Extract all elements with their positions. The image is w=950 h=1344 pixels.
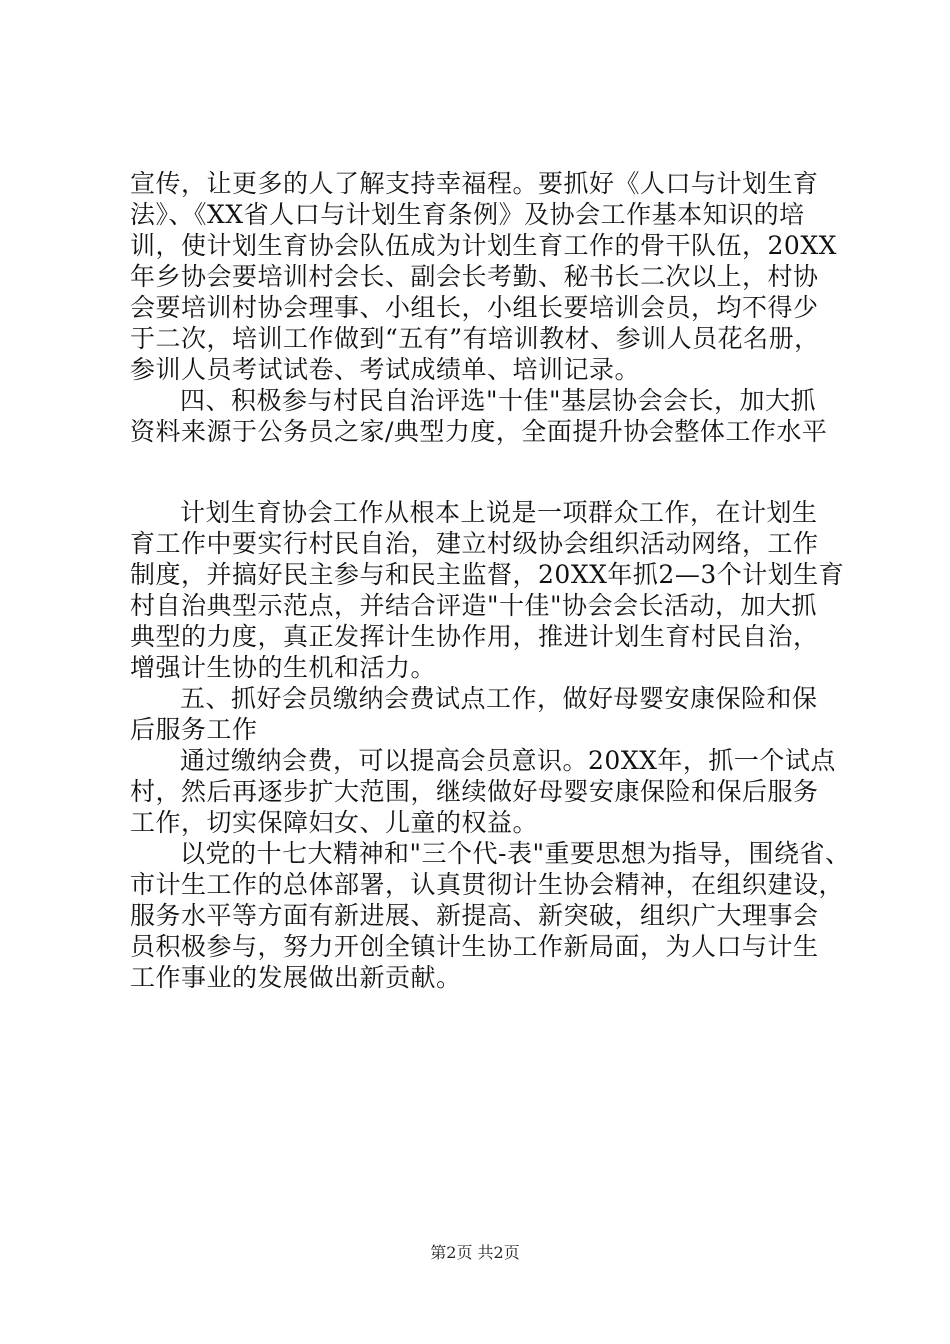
text-line: 参训人员考试试卷、考试成绩单、培训记录。: [130, 355, 641, 384]
text-line: 计划生育协会工作从根本上说是一项群众工作，在计划生: [180, 498, 818, 527]
text-line: 村，然后再逐步扩大范围，继续做好母婴安康保险和保后服务: [130, 777, 819, 806]
text-line: 员积极参与，努力开创全镇计生协工作新局面，为人口与计生: [130, 932, 819, 961]
text-line: 宣传，让更多的人了解支持幸福程。要抓好《人口与计划生育: [130, 169, 819, 198]
text-line: 育工作中要实行村民自治，建立村级协会组织活动网络，工作: [130, 529, 819, 558]
text-line: 后服务工作: [130, 715, 258, 744]
paragraph-gap: [130, 447, 835, 497]
text-line: 工作事业的发展做出新贡献。: [130, 963, 462, 992]
text-line: 训，使计划生育协会队伍成为计划生育工作的骨干队伍，20XX: [130, 231, 837, 260]
text-line: 增强计生协的生机和活力。: [130, 653, 437, 682]
text-line: 典型的力度，真正发挥计生协作用，推进计划生育村民自治，: [130, 622, 819, 651]
text-line: 以党的十七大精神和"三个代-表"重要思想为指导，围绕省、: [180, 839, 851, 868]
text-line: 资料来源于公务员之家/典型力度，全面提升协会整体工作水平: [130, 417, 828, 446]
text-line: 通过缴纳会费，可以提高会员意识。20XX年，抓一个试点: [180, 746, 836, 775]
text-line: 年乡协会要培训村会长、副会长考勤、秘书长二次以上，村协: [130, 262, 819, 291]
text-line: 村自治典型示范点，并结合评造"十佳"协会会长活动，加大抓: [130, 591, 818, 620]
section-heading-4: 四、积极参与村民自治评选"十佳"基层协会会长，加大抓: [180, 386, 817, 415]
text-line: 市计生工作的总体部署，认真贯彻计生协会精神，在组织建设，: [130, 870, 845, 899]
text-line: 于二次，培训工作做到“五有”有培训教材、参训人员花名册，: [130, 324, 820, 353]
page-number-footer: 第2页 共2页: [430, 1243, 520, 1262]
text-line: 服务水平等方面有新进展、新提高、新突破，组织广大理事会: [130, 901, 819, 930]
text-line: 法》、《XX省人口与计划生育条例》及协会工作基本知识的培: [130, 200, 805, 229]
text-line: 制度，并搞好民主参与和民主监督，20XX年抓2—3个计划生育: [130, 560, 845, 589]
text-line: 会要培训村协会理事、小组长，小组长要培训会员，均不得少: [130, 293, 819, 322]
section-heading-5: 五、抓好会员缴纳会费试点工作，做好母婴安康保险和保: [180, 684, 818, 713]
document-body: [130, 168, 851, 993]
text-line: 工作，切实保障妇女、儿童的权益。: [130, 808, 539, 837]
